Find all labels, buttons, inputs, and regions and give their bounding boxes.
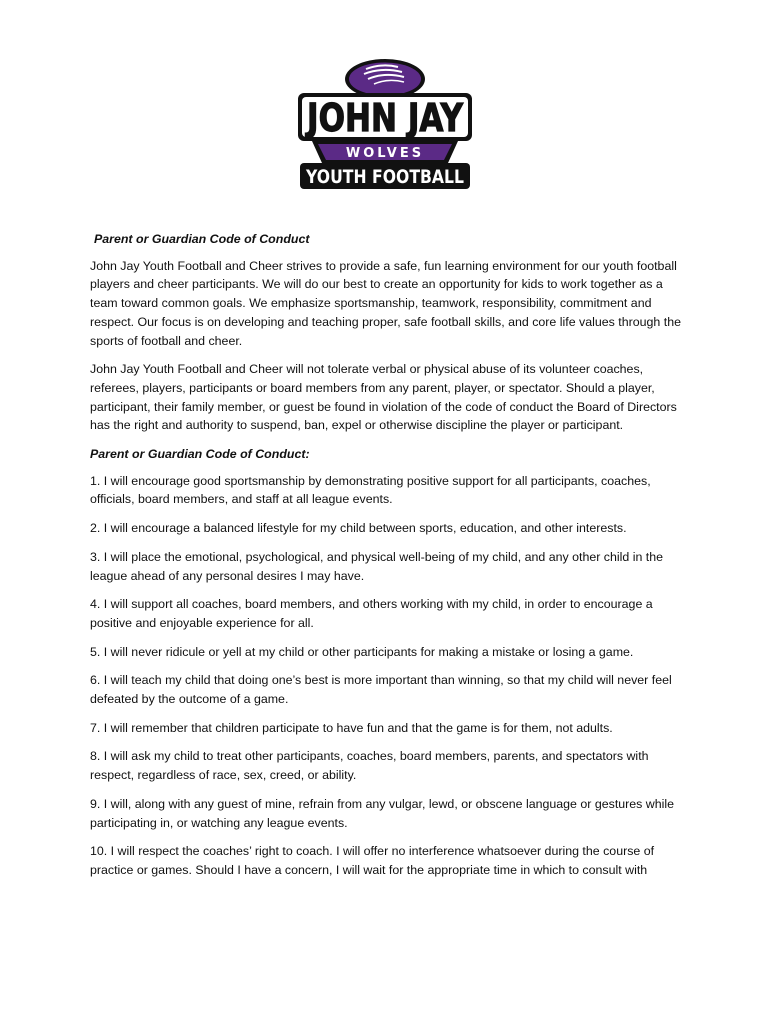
list-item: 6. I will teach my child that doing one’s best is more important than winning, so that my child will never feel defeated by the outcome of a game. bbox=[90, 673, 672, 707]
list-item: 3. I will place the emotional, psychological, and physical well-being of my child, and any other child in the league ahead of any personal desires I may have. bbox=[90, 549, 664, 583]
list-item: 1. I will encourage good sportsmanship by demonstrating positive support for all participants, coaches, officials, board members, and staff at all league events. bbox=[90, 473, 651, 507]
list-heading: Parent or Guardian Code of Conduct: bbox=[90, 447, 310, 462]
document-body bbox=[90, 230, 690, 890]
list-item: 10. I will respect the coaches’ right to coach. I will offer no interference whatsoever during the course of practice or games. Should I have a concern, I will wait for the appropriate time in which to consult with bbox=[90, 844, 655, 877]
policy-paragraph: John Jay Youth Football and Cheer will not tolerate verbal or physical abuse of its volunteer coaches, referees, players, participants or board members from any parent, player, or spectator. Should a player, participant, their family member, or guest be found in violation of the code of conduct the Board of Directors has the right and authority to suspend, ban, expel or otherwise discipline the player or participant. bbox=[90, 362, 677, 433]
page-title: Parent or Guardian Code of Conduct bbox=[94, 232, 310, 246]
intro-paragraph: John Jay Youth Football and Cheer strives to provide a safe, fun learning environment for our youth football players and cheer participants. We will do our best to create an opportunity for kids to work together as a team toward common goals. We emphasize sportsmanship, teamwork, responsibility, commitment and respect. Our focus is on developing and teaching proper, safe football skills, and core life values through the sports of football and cheer. bbox=[90, 258, 681, 348]
list-item: 5. I will never ridicule or yell at my child or other participants for making a mistake or losing a game. bbox=[90, 644, 634, 659]
logo-line1: JOHN JAY bbox=[304, 96, 464, 140]
logo-line1-block bbox=[298, 93, 472, 141]
list-item: 9. I will, along with any guest of mine, refrain from any vulgar, lewd, or obscene language or gestures while participating in, or watching any league events. bbox=[90, 796, 675, 830]
list-item: 2. I will encourage a balanced lifestyle for my child between sports, education, and other interests. bbox=[90, 521, 627, 536]
logo-line3-block bbox=[300, 163, 470, 189]
list-item: 4. I will support all coaches, board members, and others working with my child, in order to encourage a positive and enjoyable experience for all. bbox=[90, 597, 653, 630]
logo-line3: YOUTH FOOTBALL bbox=[305, 166, 464, 188]
team-logo bbox=[294, 55, 476, 191]
logo-graphic bbox=[294, 55, 476, 191]
list-item: 7. I will remember that children participate to have fun and that the game is for them, not adults. bbox=[90, 720, 613, 735]
logo-line2-block bbox=[312, 141, 458, 163]
list-item: 8. I will ask my child to treat other participants, coaches, board members, parents, and spectators with respect, regardless of race, sex, creed, or ability. bbox=[90, 749, 649, 783]
logo-line2: WOLVES bbox=[345, 146, 425, 161]
